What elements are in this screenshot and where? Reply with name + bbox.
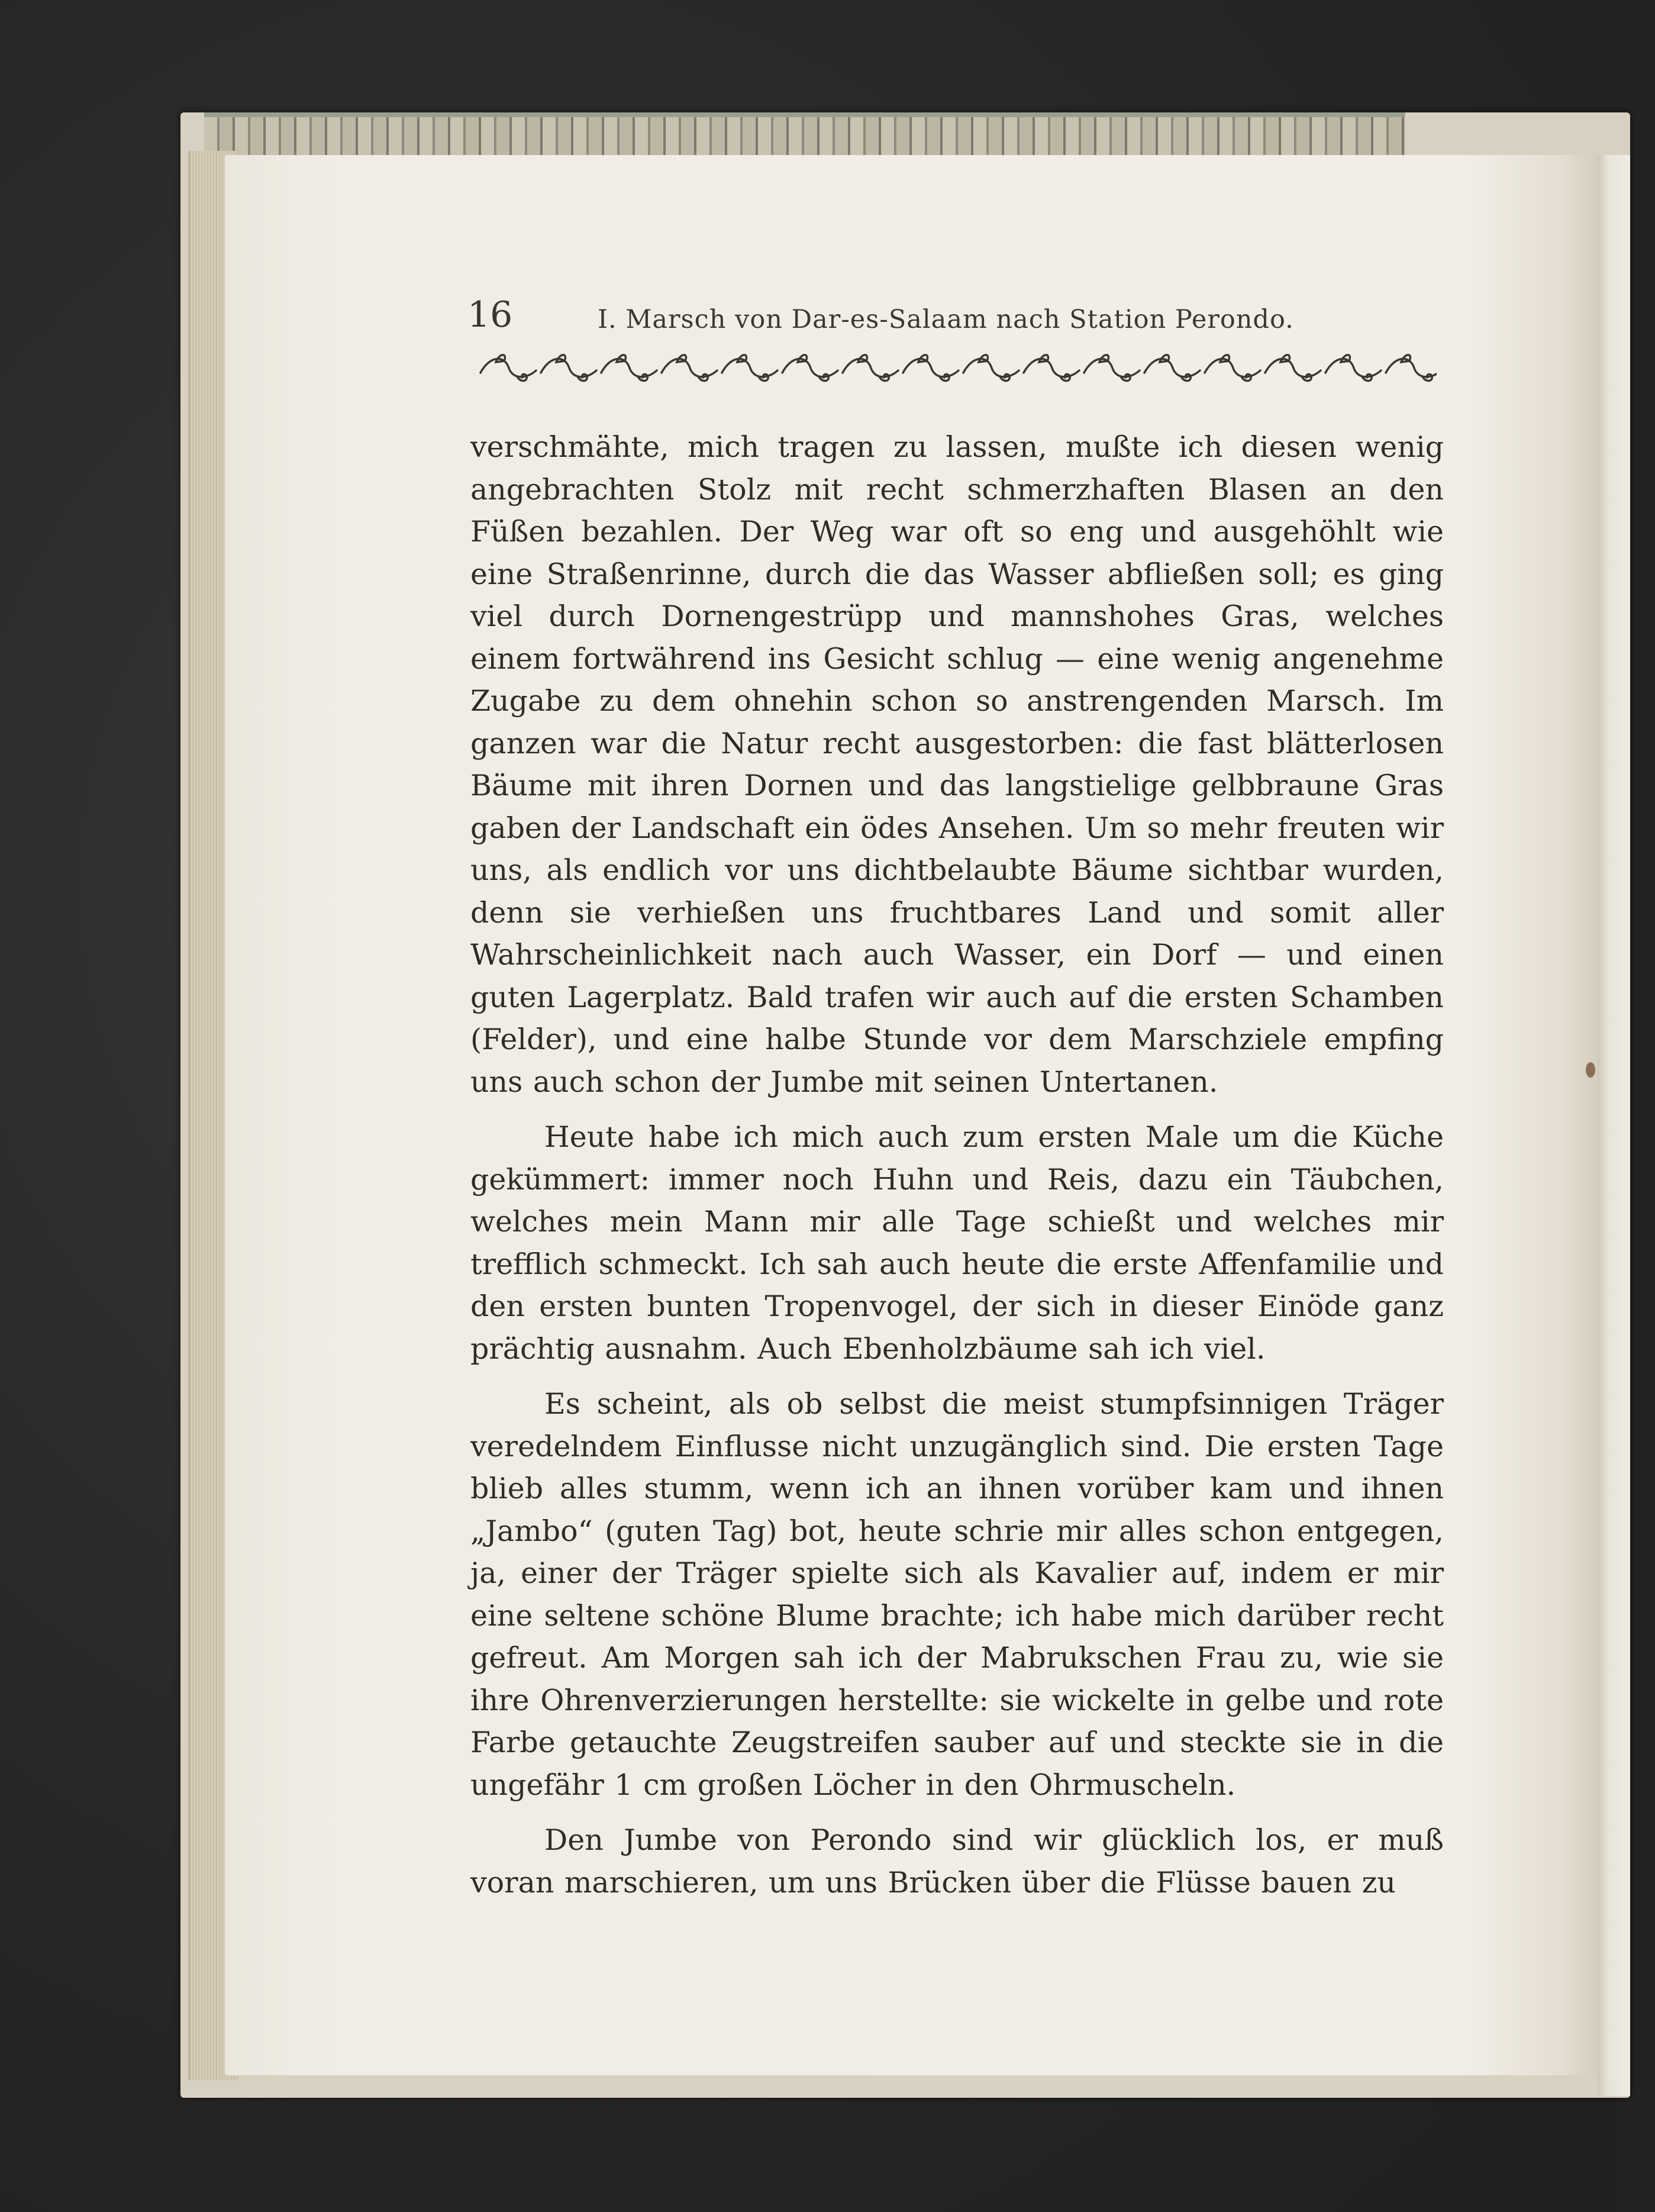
vine-segment <box>601 359 657 376</box>
paragraph: Heute habe ich mich auch zum ersten Male um die Küche gekümmert: immer noch Huhn und Reis, dazu ein Täubchen, welches mein Mann mir alle Tage schießt und welches mir trefflich schmeckt. Ich sah auch heute die erste Affenfamilie und den ersten bunten Tropenvogel, der sich in dieser Einöde ganz prächtig ausnahm. Auch Ebenholzbäume sah ich viel. <box>470 1120 1444 1366</box>
vine-segment <box>1084 359 1140 376</box>
running-head: I. Marsch von Dar-es-Salaam nach Station Perondo. <box>598 305 1294 334</box>
paragraph: Den Jumbe von Perondo sind wir glücklich los, er muß voran marschieren, um uns Brücken über die Flüsse bauen zu <box>470 1823 1444 1900</box>
vine-curl <box>1422 374 1432 381</box>
vine-segment <box>1325 359 1381 376</box>
vine-segment <box>903 359 959 376</box>
vine-curl <box>940 374 949 381</box>
vine-segment <box>963 359 1019 376</box>
body-text <box>470 426 1444 1917</box>
vine-segment <box>843 359 898 376</box>
book-gutter <box>1598 155 1630 2096</box>
vine-curl <box>1302 374 1311 381</box>
vine-curl <box>879 374 889 381</box>
vine-segment <box>1144 359 1200 376</box>
vine-curl <box>1060 374 1070 381</box>
vine-curl <box>1362 374 1372 381</box>
vine-curl <box>1000 374 1009 381</box>
vine-curl <box>759 374 768 381</box>
vine-scroll-ornament-icon <box>478 349 1437 385</box>
vine-segment <box>662 359 717 376</box>
vine-segment <box>1265 359 1321 376</box>
vine-curl <box>517 374 527 381</box>
vine-segment <box>1024 359 1079 376</box>
vine-segment <box>541 359 596 376</box>
paragraph: Es scheint, als ob selbst die meist stumpfsinnigen Träger veredelndem Einflusse nicht unzugänglich sind. Die ersten Tage blieb alles stumm, wenn ich an ihnen vorüber kam und ihnen „Jambo“ (guten Tag) bot, heute schrie mir alles schon entgegen, ja, einer der Träger spielte sich als Kavalier auf, indem er mir eine seltene schöne Blume brachte; ich habe mich darüber recht gefreut. Am Morgen sah ich der Mabrukschen Frau zu, wie sie ihre Ohrenverzierungen herstellte: sie wickelte in gelbe und rote Farbe getauchte Zeugstreifen sauber auf und steckte sie in die ungefähr 1 cm großen Löcher in den Ohrmuscheln. <box>470 1387 1444 1802</box>
page-number: 16 <box>467 294 513 336</box>
paragraph: verschmähte, mich tragen zu lassen, mußte ich diesen wenig angebrachten Stolz mit recht schmerzhaften Blasen an den Füßen bezahlen. Der Weg war oft so eng und ausgehöhlt wie eine Straßenrinne, durch die das Wasser abfließen soll; es ging viel durch Dornengestrüpp und mannshohes Gras, welches einem fortwährend ins Gesicht schlug — eine wenig angenehme Zugabe zu dem ohnehin schon so anstrengenden Marsch. Im ganzen war die Natur recht ausgestorben: die fast blätterlosen Bäume mit ihren Dornen und das langstielige gelbbraune Gras gaben der Landschaft ein ödes Ansehen. Um so mehr freuten wir uns, als endlich vor uns dichtbelaubte Bäume sichtbar wurden, denn sie verhießen uns fruchtbares Land und somit aller Wahrscheinlichkeit nach auch Wasser, ein Dorf — und einen guten Lagerplatz. Bald trafen wir auch auf die ersten Schamben (Felder), und eine halbe Stunde vor dem Marschziele empfing uns auch schon der Jumbe mit seinen Untertanen. <box>470 430 1444 1099</box>
book-headband <box>204 112 1405 159</box>
vine-segment <box>1205 359 1260 376</box>
vine-curl <box>698 374 708 381</box>
vine-curl <box>1241 374 1251 381</box>
vine-curl <box>578 374 587 381</box>
vine-segment <box>782 359 838 376</box>
vine-curl <box>1121 374 1130 381</box>
vine-curl <box>819 374 828 381</box>
vine-curl <box>1181 374 1191 381</box>
vine-curl <box>638 374 647 381</box>
vine-segment <box>480 359 536 376</box>
vine-segment <box>722 359 778 376</box>
binding-pin <box>1586 1062 1595 1078</box>
